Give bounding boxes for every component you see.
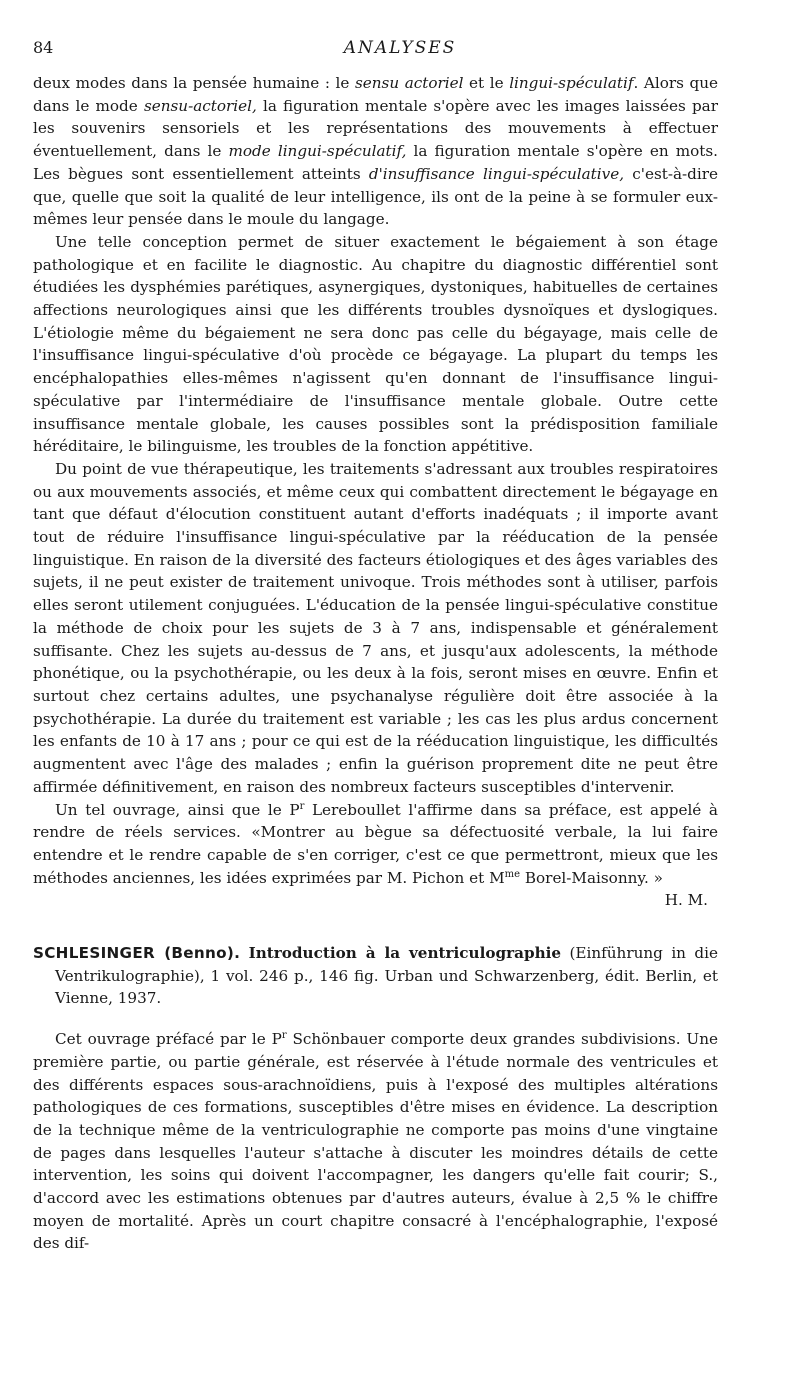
review1-paragraph-2: Une telle conception permet de situer exactement le bégaiement à son étage pathologique et en facilite le diagnostic. Au chapitre du diagnostic différentiel sont étudiées les dysphémies parétiques, asynergiques, dystoniques, habituelles de certaines affections neurologiques ainsi que les différents troubles dysnoïques et dyslogiques. L'étiologie même du bégaiement ne sera donc pas celle du bégayage, mais celle de l'insuffisance lingui-spéculative d'où procède ce bégayage. La plupart du temps les encéphalopathies elles-mêmes n'agissent qu'en donnant de l'insuffisance lingui-spéculative par l'intermédiaire de l'insuffisance mentale globale. Outre cette insuffisance mentale globale, les causes possibles sont la prédisposition familiale héréditaire, le bilinguisme, les troubles de la fonction appétitive. [33, 232, 718, 456]
review1-signature: H. M. [664, 891, 708, 910]
review1-paragraph-1: deux modes dans la pensée humaine : le sensu actoriel et le lingui-spéculatif. Alors que dans le mode sensu-actoriel, la figuration mentale s'opère avec les images laissées par les souvenirs sensoriels et les représentations des mouvements à effectuer éventuellement, dans le mode lingui-spéculatif, la figuration mentale s'opère en mots. Les bègues sont essentiellement atteints d'insuffisance lingui-spéculative, c'est-à-dire que, quelle que soit la qualité de leur intelligence, ils ont de la peine à se formuler eux-mêmes leur pensée dans le moule du langage. [33, 74, 718, 229]
page-header [33, 38, 767, 64]
review2-book-details: (Einführung in die Ventrikulographie), 1 vol. 246 p., 146 fig. Urban und Schwarzenberg, édit. Berlin, et Vienne, 1937. [55, 944, 718, 1008]
running-title: ANALYSES [343, 38, 457, 58]
review2-paragraph-1: Cet ouvrage préfacé par le $P^r$ Schönbauer comporte deux grandes subdivisions. Une première partie, ou partie générale, est réservée à l'étude normale des ventricules et des différents espaces sous-arachnoïdiens, puis à l'exposé des multiples altérations pathologiques de ces formations, susceptibles d'être mises en évidence. La description de la technique même de la ventriculographie ne comporte pas moins d'une vingtaine de pages dans lesquelles l'auteur s'attache à discuter les moindres détails de cette intervention, les soins qui doivent l'accompagner, les dangers qu'elle fait courir; S., d'accord avec les estimations obtenues par d'autres auteurs, évalue à 2,5 % le chiffre moyen de mortalité. Après un court chapitre consacré à l'encéphalographie, l'exposé des dif- [33, 1030, 718, 1253]
review2-book-title: Introduction à la ventriculographie [248, 944, 562, 963]
review2-bibliographic-entry [33, 942, 718, 1010]
review1-paragraph-4: Un tel ouvrage, ainsi que le $P^r$ Lereboullet l'affirme dans sa préface, est appelé à rendre de réels services. «Montrer au bègue sa défectuosité verbale, la lui faire entendre et le rendre capable de s'en corriger, c'est ce que permettront, mieux que les méthodes anciennes, les idées exprimées par M. Pichon et $M^{me}$ Borel-Maisonny. » [33, 800, 718, 887]
page-body [33, 72, 718, 1255]
review2-author: SCHLESINGER (Benno). [33, 944, 241, 963]
review1-paragraph-3: Du point de vue thérapeutique, les traitements s'adressant aux troubles respiratoires ou aux mouvements associés, et même ceux qui combattent directement le bégayage en tant que défaut d'élocution constituent autant d'efforts inadéquats ; il importe avant tout de réduire l'insuffisance lingui-spéculative par la rééducation de la pensée linguistique. En raison de la diversité des facteurs étiologiques et des âges variables des sujets, il ne peut exister de traitement univoque. Trois méthodes sont à utiliser, parfois elles seront utilement conjuguées. L'éducation de la pensée lingui-spéculative constitue la méthode de choix pour les sujets de 3 à 7 ans, indispensable et généralement suffisante. Chez les sujets au-dessus de 7 ans, et jusqu'aux adolescents, la méthode phonétique, ou la psychothérapie, ou les deux à la fois, seront mises en œuvre. Enfin et surtout chez certains adultes, une psychanalyse régulière doit être associée à la psychothérapie. La durée du traitement est variable ; les cas les plus ardus concernent les enfants de 10 à 17 ans ; pour ce qui est de la rééducation linguistique, les difficultés augmentent avec l'âge des malades ; enfin la guérison proprement dite ne peut être affirmée définitivement, en raison des nombreux facteurs susceptibles d'intervenir. [33, 459, 718, 796]
page-number: 84 [33, 38, 54, 57]
